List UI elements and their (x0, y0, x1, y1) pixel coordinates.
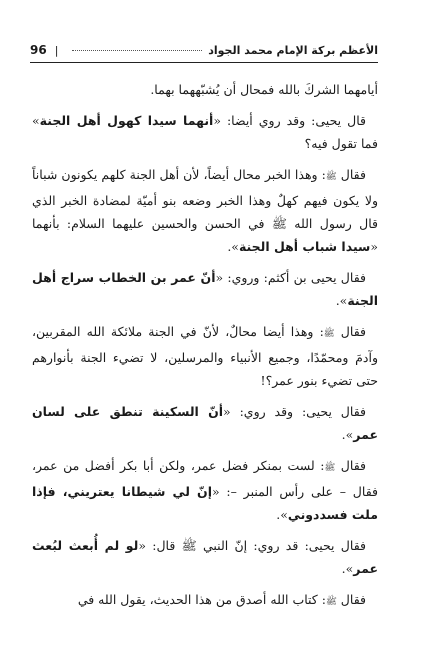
text-run: فقال (336, 592, 366, 607)
text-run: فقال يحيى: قد روي: إنّ النبي ﷺ قال: « (138, 538, 366, 553)
text-run: فقال (336, 167, 366, 182)
paragraph-7 (32, 534, 378, 580)
paragraph-3 (32, 266, 378, 312)
honorific-glyph: ﷺ (325, 597, 337, 607)
text-run: : وهذا الخبر محال أيضاً، لأن أهل الجنة كلهم يكونون شباناً ولا يكون فيهم كهلٌ وهذا الخبر وضعه بنو أميّة لمضادة الخبر الذي قال رسول الله ﷺ في الحسن والحسين عليهما السلام: بأنهما « (32, 167, 378, 254)
paragraph-0 (32, 78, 378, 101)
text-run: ». (276, 507, 288, 522)
text-run: أيامهما الشركَ بالله فمحال أن يُشبّههما بهما. (150, 82, 378, 97)
text-run: ». (341, 427, 354, 442)
text-run: ». (335, 293, 348, 308)
paragraph-4 (32, 320, 378, 392)
header-separator: | (54, 43, 59, 57)
text-run: فقال (335, 458, 366, 473)
running-header (30, 38, 378, 63)
quoted-hadith: إنّ لي شيطانا يعتريني، فإذا ملت فسددوني (32, 484, 378, 522)
paragraph-5 (32, 400, 378, 446)
quoted-hadith: لو لم أُبعث لبُعث عمر (32, 538, 378, 576)
text-run: : لست بمنكر فضل عمر، ولكن أبا بكر أفضل من عمر، فقال – على رأس المنبر –: « (32, 458, 378, 499)
honorific-glyph: ﷺ (325, 172, 337, 182)
text-run: فقال يحيى: وقد روي: « (223, 404, 366, 419)
paragraph-6 (32, 454, 378, 526)
quoted-hadith: أنّ السكينة تنطق على لسان عمر (32, 404, 378, 442)
quoted-hadith: أنهما سيدا كهول أهل الجنة (39, 113, 214, 128)
paragraph-8 (32, 588, 378, 614)
text-run: ». (341, 561, 354, 576)
honorific-glyph: ﷺ (324, 463, 336, 473)
text-run: فقال يحيى بن أكثم: وروي: « (215, 270, 366, 285)
text-run: فقال (334, 324, 366, 339)
page-number: 96 (30, 43, 47, 57)
paragraph-1 (32, 109, 378, 155)
text-run: ». (227, 239, 239, 254)
text-run: قال يحيى: وقد روي أيضا: « (213, 113, 366, 128)
text-run: » فما تقول فيه؟ (32, 113, 378, 151)
text-run: : كتاب الله أصدق من هذا الحديث، يقول الله في (77, 592, 326, 607)
text-run: : وهذا أيضا محالٌ، لأنّ في الجنة ملائكة الله المقربين، وآدمَ ومحمّدًا، وجميع الأنبياء والمرسلين، لا تضيء الجنة بأنوارهم حتى تضيء بنور عمر؟! (32, 324, 378, 388)
paragraph-2 (32, 163, 378, 258)
page-body (32, 78, 378, 622)
quoted-hadith: سيدا شباب أهل الجنة (238, 239, 371, 254)
honorific-glyph: ﷺ (323, 329, 335, 339)
quoted-hadith: أنّ عمر بن الخطاب سراج أهل الجنة (32, 270, 378, 308)
running-title: الأعظم بركة الإمام محمد الجواد (208, 43, 378, 57)
header-dotted-leader (72, 50, 202, 51)
